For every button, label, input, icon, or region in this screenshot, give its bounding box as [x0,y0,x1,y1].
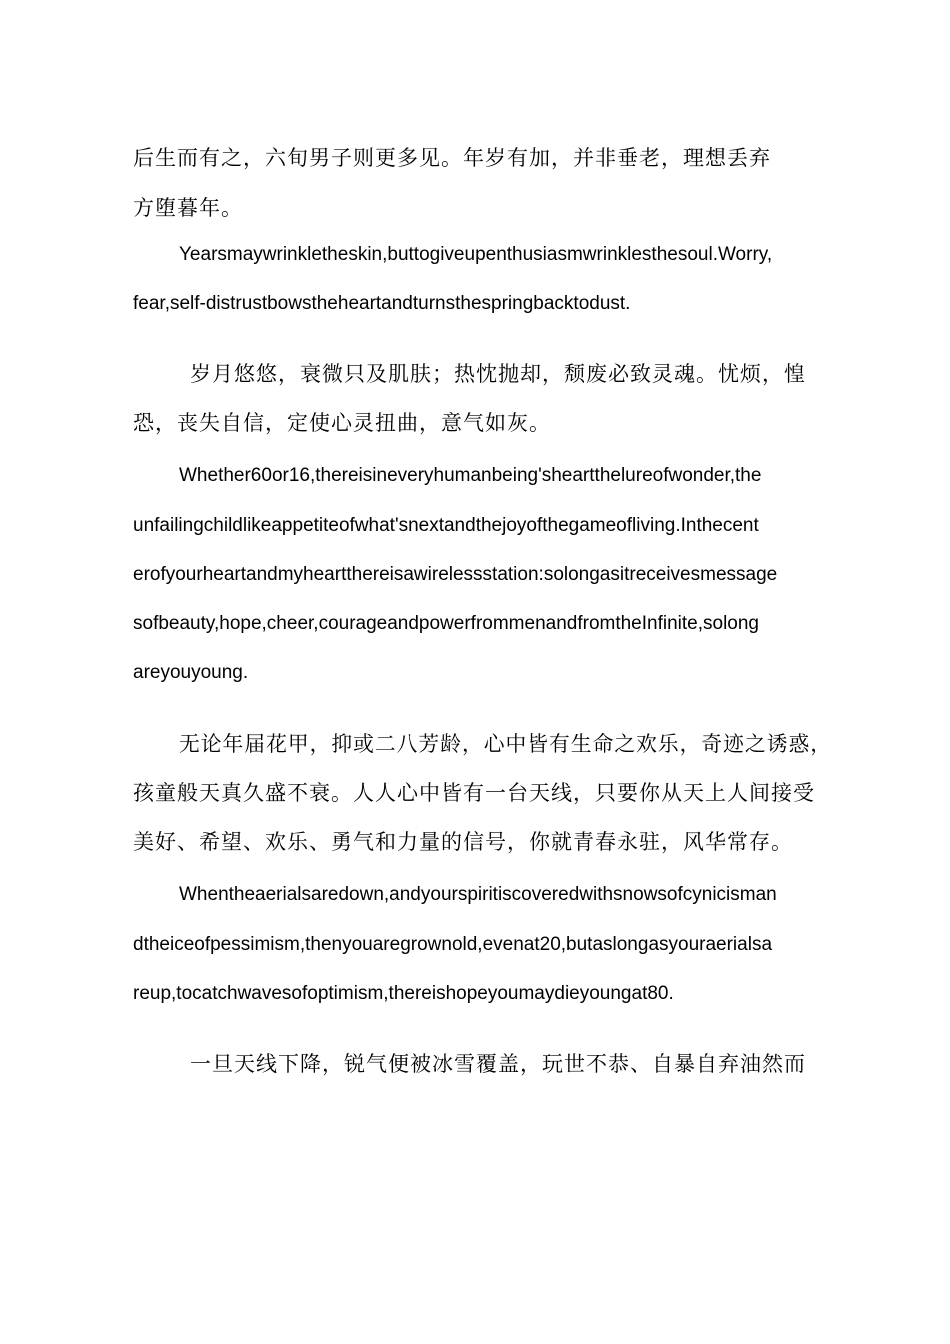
text-line: areyouyoung. [133,662,249,683]
text-line: 岁月悠悠，衰微只及肌肤；热忱抛却，颓废必致灵魂。忧烦，惶 [190,362,806,386]
text-line: 孩童般天真久盛不衰。人人心中皆有一台天线，只要你从天上人间接受 [133,781,815,805]
text-line: Whentheaerialsaredown,andyourspiritiscoveredwithsnowsofcynicisman [179,884,777,905]
text-line: erofyourheartandmyheartthereisawirelessstation:solongasitreceivesmessage [133,564,778,585]
text-line: 无论年届花甲，抑或二八芳龄，心中皆有生命之欢乐，奇迹之诱惑， [179,732,833,756]
text-line: fear,self-distrustbowstheheartandturnsthespringbacktodust. [133,293,631,314]
text-line: 美好、希望、欢乐、勇气和力量的信号，你就青春永驻，风华常存。 [133,830,793,854]
text-line: unfailingchildlikeappetiteofwhat'snextandthejoyofthegameofliving.Inthecent [133,515,759,536]
text-line: reup,tocatchwavesofoptimism,thereishopeyoumaydieyoungat80. [133,983,674,1004]
text-line: Whether60or16,thereisineveryhumanbeing'sheartthelureofwonder,the [179,465,762,486]
text-line: 恐，丧失自信，定使心灵扭曲，意气如灰。 [133,411,551,435]
text-line: sofbeauty,hope,cheer,courageandpowerfrommenandfromtheInfinite,solong [133,613,759,634]
text-line: dtheiceofpessimism,thenyouaregrownold,evenat20,butaslongasyouraerialsa [133,934,773,955]
text-line: Yearsmaywrinkletheskin,buttogiveupenthusiasmwrinklesthesoul.Worry, [179,244,773,265]
text-line: 方堕暮年。 [133,196,243,220]
text-line: 一旦天线下降，锐气便被冰雪覆盖，玩世不恭、自暴自弃油然而 [190,1052,806,1076]
text-line: 后生而有之，六旬男子则更多见。年岁有加，并非垂老，理想丢弃 [133,146,771,170]
